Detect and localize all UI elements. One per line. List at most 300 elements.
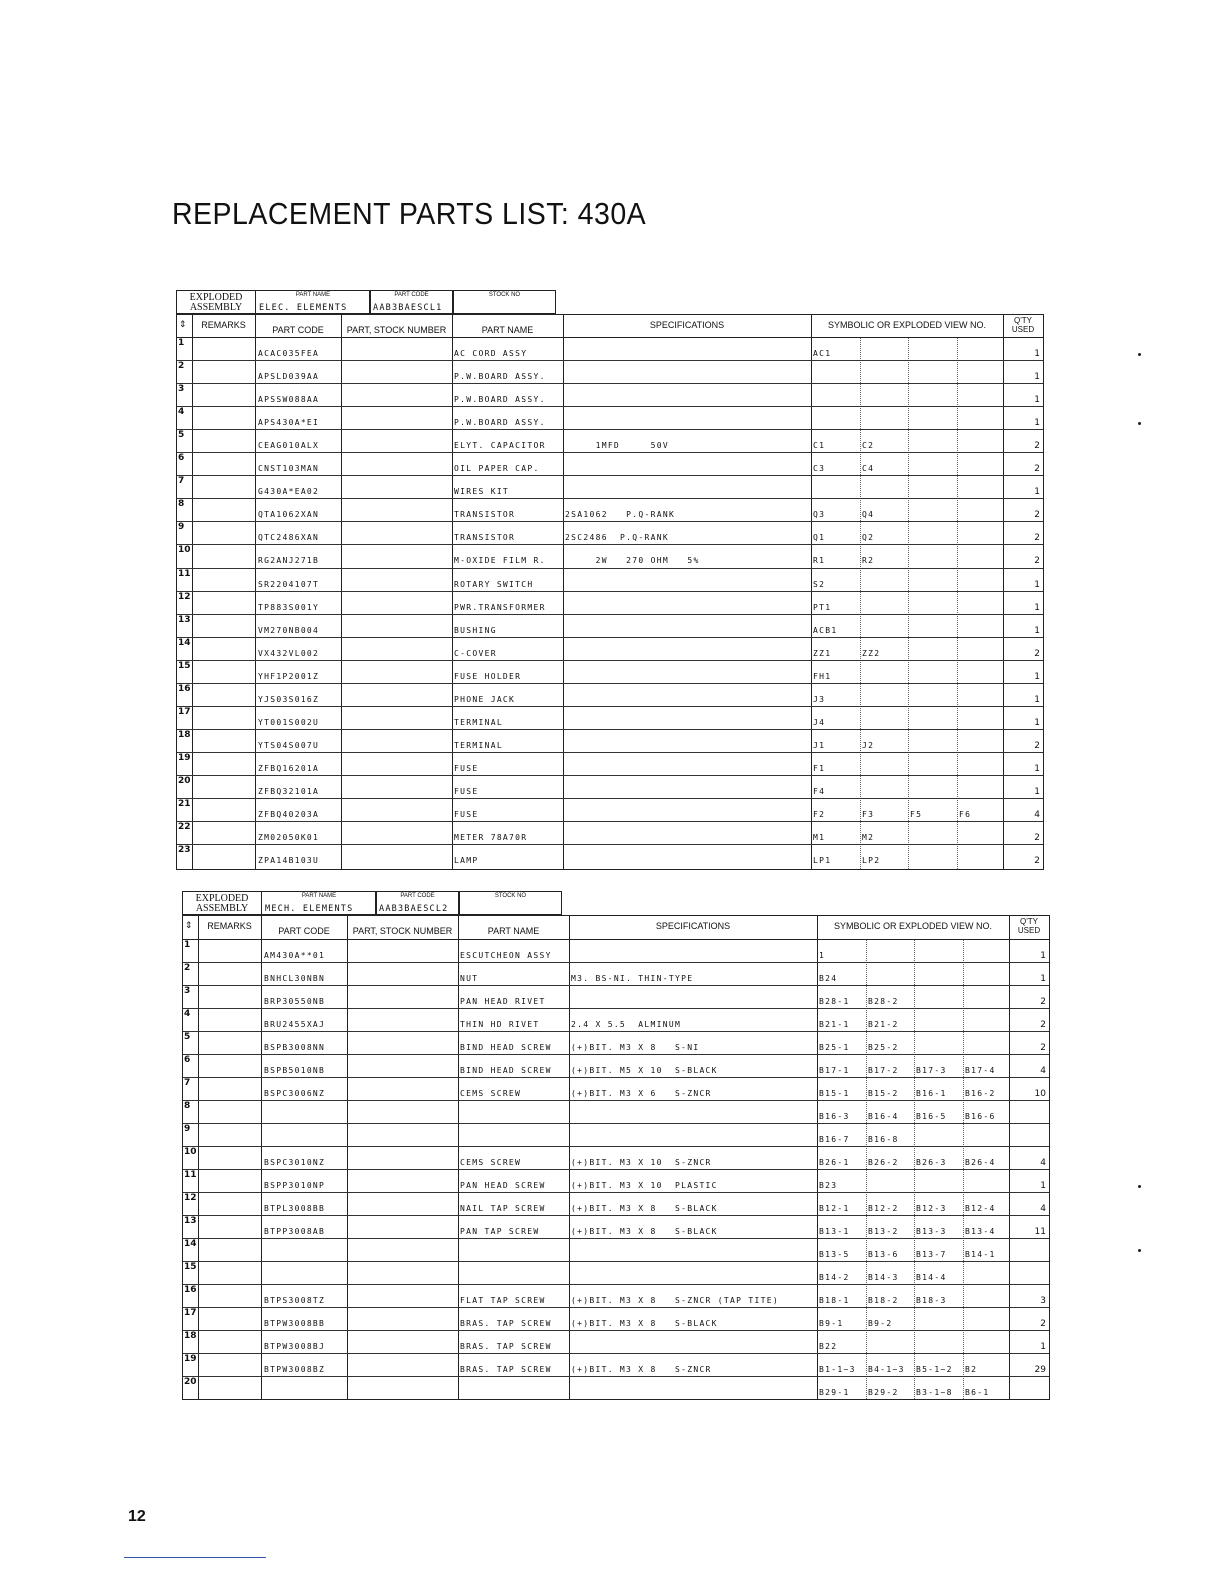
row-number: 14: [184, 1239, 197, 1249]
symbol-ref: B28-1: [819, 997, 850, 1006]
qty-used: 2: [1040, 1319, 1046, 1329]
part-code: G430A*EA02: [258, 487, 320, 497]
item-index-header: ⇕: [185, 920, 193, 930]
symbol-ref: ZZ2: [862, 648, 881, 658]
part-code: YHF1P2001Z: [258, 671, 320, 681]
table-row: [177, 660, 1043, 683]
qty-used: 2: [1040, 997, 1046, 1007]
assembly-part-code-cell: [369, 291, 454, 313]
symbol-ref: FH1: [813, 671, 832, 681]
symbol-ref: B16-4: [868, 1112, 899, 1121]
specification: 2W 270 OHM 5%: [565, 556, 700, 566]
part-name: M-OXIDE FILM R.: [454, 556, 546, 566]
row-number: 9: [178, 522, 185, 533]
table-row: [177, 406, 1043, 429]
row-number: 17: [184, 1308, 197, 1318]
part-code: BTPW3008BJ: [264, 1342, 326, 1351]
symbol-ref: F2: [813, 810, 826, 820]
row-number: 12: [178, 591, 191, 602]
symbol-ref: B13-4: [965, 1227, 996, 1236]
qty-used: 2: [1034, 510, 1040, 521]
margin-dot: [1138, 422, 1141, 425]
part-code: ZPA14B103U: [258, 856, 320, 866]
qty-used: 4: [1034, 810, 1040, 821]
specification: (+)BIT. M3 X 10 PLASTIC: [571, 1181, 718, 1190]
specification: (+)BIT. M3 X 8 S-BLACK: [571, 1227, 718, 1236]
table-row: [177, 729, 1043, 752]
table-row: [177, 844, 1043, 867]
header-part-stock-number: PART, STOCK NUMBER: [346, 325, 447, 335]
table-row: [183, 1284, 1049, 1307]
item-index-header: ⇕: [179, 319, 187, 329]
qty-used: 1: [1034, 418, 1040, 429]
row-number: 9: [184, 1124, 191, 1134]
part-code: BSPB3008NN: [264, 1043, 326, 1052]
qty-used: 1: [1034, 349, 1040, 360]
part-name: NUT: [460, 974, 479, 983]
symbol-ref: F6: [959, 810, 972, 820]
margin-dot: [1138, 1249, 1141, 1252]
symbol-ref: C1: [813, 441, 826, 451]
qty-used: 4: [1040, 1066, 1046, 1076]
symbol-ref: B17-3: [916, 1066, 947, 1075]
page-title: REPLACEMENT PARTS LIST: 430A: [172, 196, 647, 231]
symbol-ref: S2: [813, 579, 826, 589]
qty-used: 1: [1034, 372, 1040, 383]
qty-used: 1: [1034, 395, 1040, 406]
parts-table-section: [176, 290, 1044, 870]
qty-used: 10: [1034, 1089, 1046, 1099]
row-number: 2: [178, 361, 185, 372]
part-code: APS430A*EI: [258, 418, 320, 428]
qty-used: 2: [1034, 556, 1040, 567]
symbol-ref: B2: [965, 1365, 978, 1374]
table-row: [183, 1077, 1049, 1100]
header-part-code: PART CODE: [278, 926, 330, 936]
row-number: 12: [184, 1193, 197, 1203]
assembly-part-name-cell: [255, 291, 371, 313]
table-row: [183, 1008, 1049, 1031]
part-name: WIRES KIT: [454, 487, 510, 497]
specification: (+)BIT. M3 X 8 S-ZNCR (TAP TITE): [571, 1296, 779, 1305]
symbol-ref: B23: [819, 1181, 838, 1190]
symbol-ref: B26-2: [868, 1158, 899, 1167]
row-number: 7: [184, 1078, 191, 1088]
symbol-ref: B15-2: [868, 1089, 899, 1098]
part-name: PAN HEAD SCREW: [460, 1181, 546, 1190]
part-name: FUSE: [454, 810, 479, 820]
table-row: [183, 1376, 1049, 1399]
part-name: OIL PAPER CAP.: [454, 464, 540, 474]
qty-used: 4: [1040, 1158, 1046, 1168]
assembly-part-name-caption: PART NAME: [295, 292, 331, 298]
part-code: BRP30550NB: [264, 997, 326, 1006]
row-number: 13: [184, 1216, 197, 1226]
part-code: ZFBQ16201A: [258, 763, 320, 773]
part-code: BSPC3010NZ: [264, 1158, 326, 1167]
header-symbolic-view: SYMBOLIC OR EXPLODED VIEW NO.: [833, 921, 993, 931]
part-code: YT001S002U: [258, 717, 320, 727]
assembly-part-code-caption: PART CODE: [394, 292, 429, 298]
header-part-name: PART NAME: [481, 325, 534, 335]
header-remarks: REMARKS: [201, 320, 246, 330]
row-number: 15: [178, 660, 191, 671]
table-row: [177, 821, 1043, 844]
symbol-ref: B1-1~3: [819, 1365, 856, 1374]
margin-dot: [1138, 1185, 1141, 1188]
part-name: FUSE: [454, 786, 479, 796]
qty-used: 1: [1034, 694, 1040, 705]
header-remarks: REMARKS: [207, 921, 252, 931]
header-symbolic-view: SYMBOLIC OR EXPLODED VIEW NO.: [827, 320, 987, 330]
symbol-ref: B16-1: [916, 1089, 947, 1098]
symbol-ref: J1: [813, 740, 826, 750]
symbol-ref: B18-2: [868, 1296, 899, 1305]
row-number: 2: [184, 963, 191, 973]
symbol-ref: B26-4: [965, 1158, 996, 1167]
symbol-ref: B18-1: [819, 1296, 850, 1305]
header-part-stock-number: PART, STOCK NUMBER: [352, 926, 453, 936]
margin-dot: [1138, 353, 1141, 356]
assembly-stock-no-caption: STOCK NO: [494, 893, 527, 899]
specification: (+)BIT. M3 X 8 S-BLACK: [571, 1319, 718, 1328]
exploded-assembly-label: EXPLODED ASSEMBLY: [195, 893, 249, 914]
header-qty-used: Q'TY USED: [1011, 316, 1035, 334]
part-name: ELYT. CAPACITOR: [454, 441, 546, 451]
symbol-ref: B3-1~8: [916, 1388, 953, 1397]
row-number: 20: [184, 1377, 197, 1387]
specification: 2SC2486 P.Q-RANK: [565, 533, 669, 543]
row-number: 19: [184, 1354, 197, 1364]
table-row: [183, 1100, 1049, 1123]
part-name: PAN HEAD RIVET: [460, 997, 546, 1006]
table-row: [183, 939, 1049, 962]
part-name: TRANSISTOR: [454, 510, 516, 520]
qty-used: 2: [1034, 648, 1040, 659]
symbol-ref: B16-6: [965, 1112, 996, 1121]
table-row: [183, 1169, 1049, 1192]
table-row: [183, 1146, 1049, 1169]
symbol-ref: B9-1: [819, 1319, 844, 1328]
assembly-stock-no-cell: [452, 291, 556, 313]
symbol-ref: B14-4: [916, 1273, 947, 1282]
part-code: YJS03S016Z: [258, 694, 320, 704]
symbol-ref: C3: [813, 464, 826, 474]
table-row: [183, 1192, 1049, 1215]
table-row: [177, 591, 1043, 614]
part-code: ACAC035FEA: [258, 349, 320, 359]
part-code: BSPP3010NP: [264, 1181, 326, 1190]
row-number: 21: [178, 799, 191, 809]
row-number: 19: [178, 752, 191, 763]
symbol-ref: B16-7: [819, 1135, 850, 1144]
specification: (+)BIT. M5 X 10 S-BLACK: [571, 1066, 718, 1075]
row-number: 11: [184, 1170, 197, 1180]
specification: (+)BIT. M3 X 8 S-BLACK: [571, 1204, 718, 1213]
qty-used: 1: [1034, 763, 1040, 774]
header-part-name: PART NAME: [487, 926, 540, 936]
assembly-stock-no-cell: [458, 892, 562, 914]
row-number: 16: [178, 683, 191, 694]
symbol-ref: LP1: [813, 856, 832, 866]
symbol-ref: B25-1: [819, 1043, 850, 1052]
row-number: 4: [178, 407, 185, 418]
symbol-ref: B13-6: [868, 1250, 899, 1259]
part-code: BSPB5010NB: [264, 1066, 326, 1075]
symbol-ref: B29-2: [868, 1388, 899, 1397]
row-number: 10: [184, 1147, 197, 1157]
symbol-ref: B14-3: [868, 1273, 899, 1282]
part-name: FUSE HOLDER: [454, 671, 522, 681]
footnote-rule: [124, 1557, 266, 1558]
header-qty-used: Q'TY USED: [1017, 917, 1041, 935]
table-row: [177, 775, 1043, 798]
table-row: [183, 1054, 1049, 1077]
row-number: 23: [178, 845, 191, 856]
qty-used: 2: [1040, 1020, 1046, 1030]
symbol-ref: B5-1~2: [916, 1365, 953, 1374]
symbol-ref: B13-5: [819, 1250, 850, 1259]
part-name: C-COVER: [454, 648, 497, 658]
symbol-ref: B14-2: [819, 1273, 850, 1282]
specification: (+)BIT. M3 X 6 S-ZNCR: [571, 1089, 712, 1098]
qty-used: 1: [1034, 786, 1040, 797]
symbol-ref: B22: [819, 1342, 838, 1351]
table-row: [183, 1330, 1049, 1353]
symbol-ref: M1: [813, 833, 826, 843]
symbol-ref: B24: [819, 974, 838, 983]
assembly-header-block: [176, 290, 556, 314]
part-name: METER 78A70R: [454, 833, 528, 843]
part-code: QTC2486XAN: [258, 533, 320, 543]
row-number: 22: [178, 822, 191, 833]
symbol-ref: Q4: [862, 510, 875, 520]
specification: M3. BS-NI. THIN-TYPE: [571, 974, 694, 983]
row-number: 11: [178, 568, 191, 579]
qty-used: 11: [1034, 1227, 1046, 1237]
part-name: ROTARY SWITCH: [454, 579, 534, 589]
specification: 1MFD 50V: [565, 441, 669, 451]
table-row: [177, 521, 1043, 544]
row-number: 1: [178, 338, 185, 348]
symbol-ref: B18-3: [916, 1296, 947, 1305]
symbol-ref: J3: [813, 694, 826, 704]
part-code: QTA1062XAN: [258, 510, 320, 520]
qty-used: 3: [1040, 1296, 1046, 1306]
symbol-ref: AC1: [813, 349, 832, 359]
symbol-ref: B4-1~3: [868, 1365, 905, 1374]
page-number: 12: [128, 1508, 146, 1525]
qty-used: 1: [1034, 602, 1040, 613]
qty-used: 4: [1040, 1204, 1046, 1214]
table-row: [183, 1307, 1049, 1330]
row-number: 8: [178, 499, 185, 510]
part-code: BRU2455XAJ: [264, 1020, 326, 1029]
symbol-ref: B16-5: [916, 1112, 947, 1121]
part-code: ZFBQ32101A: [258, 786, 320, 796]
symbol-ref: J2: [862, 740, 875, 750]
row-number: 5: [178, 430, 185, 441]
part-code: BSPC3006NZ: [264, 1089, 326, 1098]
symbol-ref: B17-1: [819, 1066, 850, 1075]
qty-used: 2: [1040, 1043, 1046, 1053]
part-name: THIN HD RIVET: [460, 1020, 540, 1029]
specification: 2.4 X 5.5 ALMINUM: [571, 1020, 682, 1029]
symbol-ref: B28-2: [868, 997, 899, 1006]
part-name: TERMINAL: [454, 740, 503, 750]
symbol-ref: PT1: [813, 602, 832, 612]
row-number: 18: [178, 729, 191, 740]
symbol-ref: B21-1: [819, 1020, 850, 1029]
symbol-ref: B12-1: [819, 1204, 850, 1213]
qty-used: 2: [1034, 441, 1040, 452]
symbol-ref: F4: [813, 786, 826, 796]
assembly-stock-no-caption: STOCK NO: [488, 292, 521, 298]
symbol-ref: R1: [813, 556, 826, 566]
part-name: PWR.TRANSFORMER: [454, 602, 546, 612]
part-name: ESCUTCHEON ASSY: [460, 951, 552, 960]
symbol-ref: LP2: [862, 856, 881, 866]
symbol-ref: J4: [813, 717, 826, 727]
symbol-ref: F5: [910, 810, 923, 820]
symbol-ref: B15-1: [819, 1089, 850, 1098]
symbol-ref: B26-3: [916, 1158, 947, 1167]
table-row: [177, 383, 1043, 406]
table-row: [183, 985, 1049, 1008]
parts-table: [182, 915, 1050, 1400]
symbol-ref: B13-7: [916, 1250, 947, 1259]
symbol-ref: F1: [813, 763, 826, 773]
symbol-ref: B13-2: [868, 1227, 899, 1236]
symbol-ref: Q1: [813, 533, 826, 543]
part-name: FUSE: [454, 763, 479, 773]
row-number: 5: [184, 1032, 191, 1042]
qty-used: 2: [1034, 533, 1040, 544]
table-row: [177, 360, 1043, 383]
assembly-part-name: ELEC. ELEMENTS: [259, 303, 348, 313]
part-name: TERMINAL: [454, 717, 503, 727]
symbol-ref: 1: [819, 951, 826, 960]
table-row: [177, 706, 1043, 729]
row-number: 18: [184, 1331, 197, 1341]
part-code: APSLD039AA: [258, 372, 320, 382]
part-code: CNST103MAN: [258, 464, 320, 474]
part-name: BRAS. TAP SCREW: [460, 1342, 552, 1351]
table-row: [177, 683, 1043, 706]
part-code: BTPL3008BB: [264, 1204, 326, 1213]
header-specifications: SPECIFICATIONS: [655, 921, 731, 931]
assembly-part-name-caption: PART NAME: [301, 893, 337, 899]
part-code: AM430A**01: [264, 951, 326, 960]
symbol-ref: B9-2: [868, 1319, 893, 1328]
part-name: TRANSISTOR: [454, 533, 516, 543]
assembly-part-code-cell: [375, 892, 460, 914]
symbol-ref: Q3: [813, 510, 826, 520]
row-number: 6: [184, 1055, 191, 1065]
part-name: LAMP: [454, 856, 479, 866]
symbol-ref: B12-4: [965, 1204, 996, 1213]
part-name: P.W.BOARD ASSY.: [454, 395, 546, 405]
assembly-part-name-cell: [261, 892, 377, 914]
table-row: [177, 475, 1043, 498]
row-number: 16: [184, 1285, 197, 1295]
row-number: 10: [178, 545, 191, 556]
part-code: YTS04S007U: [258, 740, 320, 750]
part-name: BRAS. TAP SCREW: [460, 1319, 552, 1328]
assembly-part-name: MECH. ELEMENTS: [265, 904, 354, 914]
assembly-header-block: [182, 891, 562, 915]
qty-used: 1: [1040, 1181, 1046, 1191]
table-row: [177, 568, 1043, 591]
row-number: 1: [184, 940, 191, 950]
qty-used: 2: [1034, 464, 1040, 475]
part-name: CEMS SCREW: [460, 1158, 522, 1167]
part-code: BTPS3008TZ: [264, 1296, 326, 1305]
row-number: 14: [178, 637, 191, 648]
symbol-ref: B29-1: [819, 1388, 850, 1397]
symbol-ref: ACB1: [813, 625, 838, 635]
row-number: 3: [184, 986, 191, 996]
qty-used: 2: [1034, 856, 1040, 867]
qty-used: 1: [1034, 671, 1040, 682]
exploded-assembly-label: EXPLODED ASSEMBLY: [189, 292, 243, 313]
qty-used: 1: [1034, 487, 1040, 498]
part-name: P.W.BOARD ASSY.: [454, 372, 546, 382]
qty-used: 1: [1034, 717, 1040, 728]
part-code: APSSW088AA: [258, 395, 320, 405]
specification: (+)BIT. M3 X 8 S-NI: [571, 1043, 700, 1052]
row-number: 15: [184, 1262, 197, 1272]
qty-used: 1: [1040, 1342, 1046, 1352]
symbol-ref: B13-3: [916, 1227, 947, 1236]
table-row: [177, 544, 1043, 567]
qty-used: 2: [1034, 740, 1040, 751]
part-name: P.W.BOARD ASSY.: [454, 418, 546, 428]
symbol-ref: B12-3: [916, 1204, 947, 1213]
row-number: 8: [184, 1101, 191, 1111]
part-code: SR2204107T: [258, 579, 320, 589]
symbol-ref: B13-1: [819, 1227, 850, 1236]
table-row: [177, 337, 1043, 360]
symbol-ref: B12-2: [868, 1204, 899, 1213]
symbol-ref: R2: [862, 556, 875, 566]
part-code: VM270NB004: [258, 625, 320, 635]
part-code: TP883S001Y: [258, 602, 320, 612]
part-name: BIND HEAD SCREW: [460, 1043, 552, 1052]
symbol-ref: B17-4: [965, 1066, 996, 1075]
symbol-ref: ZZ1: [813, 648, 832, 658]
symbol-ref: B17-2: [868, 1066, 899, 1075]
part-code: ZM02050K01: [258, 833, 320, 843]
table-row: [177, 798, 1043, 821]
table-row: [177, 614, 1043, 637]
table-row: [183, 1215, 1049, 1238]
row-number: 3: [178, 384, 185, 395]
qty-used: 29: [1034, 1365, 1046, 1375]
parts-table: [176, 314, 1044, 870]
symbol-ref: B6-1: [965, 1388, 990, 1397]
header-part-code: PART CODE: [272, 325, 324, 335]
part-code: VX432VL002: [258, 648, 320, 658]
table-row: [177, 452, 1043, 475]
symbol-ref: B16-3: [819, 1112, 850, 1121]
part-code: BTPW3008BZ: [264, 1365, 326, 1374]
table-row: [177, 498, 1043, 521]
table-row: [177, 429, 1043, 452]
symbol-ref: B21-2: [868, 1020, 899, 1029]
symbol-ref: B25-2: [868, 1043, 899, 1052]
table-row: [183, 962, 1049, 985]
